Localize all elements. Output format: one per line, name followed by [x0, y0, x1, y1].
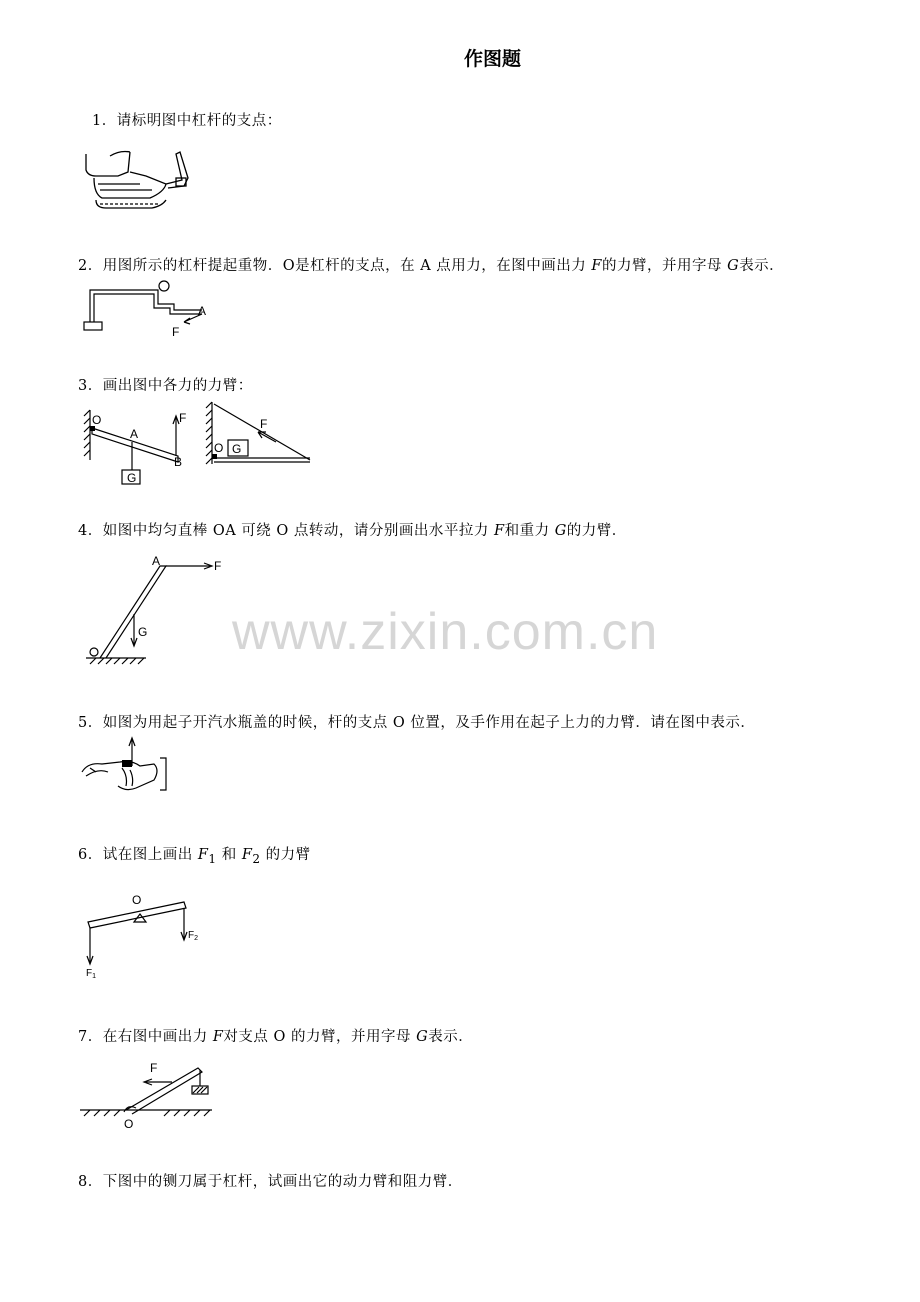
- force-f-label: F: [260, 417, 268, 431]
- figure-bottle-opener: [78, 738, 178, 798]
- point-b-label: B: [174, 455, 183, 469]
- question-text: 和: [216, 847, 242, 863]
- question-number: 7．: [78, 1029, 103, 1045]
- force-variable: F: [494, 523, 505, 539]
- question-text: 下图中的铡刀属于杠杆，试画出它的动力臂和阻力臂．: [102, 1174, 463, 1190]
- figure-ground-lever: [80, 1058, 230, 1132]
- question-number: 8．: [78, 1174, 103, 1190]
- force-f2-variable: F: [241, 847, 253, 863]
- force-f2-subscript: 2: [252, 851, 261, 866]
- question-text: 用图所示的杠杆提起重物．O是杠杆的支点，在 A 点用力，在图中画出力: [102, 258, 592, 274]
- force-f1-label: $F_1$: [86, 968, 97, 980]
- force-variable: F: [212, 1029, 224, 1045]
- question-1: [92, 109, 282, 130]
- point-a-label: A: [130, 427, 139, 441]
- question-text: 请标明图中杠杆的支点：: [116, 113, 282, 129]
- force-variable: F: [591, 258, 602, 274]
- question-number: 3．: [78, 378, 103, 394]
- force-f-label: F: [172, 325, 180, 339]
- figure-pedal-lever: [80, 148, 190, 216]
- question-8: [78, 1170, 463, 1191]
- figure-seesaw: [80, 888, 220, 984]
- question-number: 6．: [78, 847, 103, 863]
- question-text: 画出图中各力的力臂：: [102, 378, 253, 394]
- question-text: 表示．: [428, 1029, 474, 1045]
- question-text: 如图为用起子开汽水瓶盖的时候，杆的支点 O 位置，及手作用在起子上力的力臂．请在图中表示．: [102, 715, 756, 731]
- question-text: 如图中均匀直棒 OA 可绕 O 点转动，请分别画出水平拉力: [102, 523, 495, 539]
- question-2: [78, 254, 784, 275]
- question-3: [78, 374, 253, 395]
- question-text: 在右图中画出力: [102, 1029, 213, 1045]
- point-a-label: A: [152, 554, 161, 568]
- force-f-label: F: [150, 1061, 158, 1075]
- page-title: 作图题: [463, 48, 521, 70]
- question-text: 表示．: [739, 258, 785, 274]
- watermark: www.zixin.com.cn: [232, 603, 659, 661]
- pivot-o-label: O: [92, 413, 102, 427]
- pivot-o-label: O: [124, 1117, 134, 1131]
- question-7: [78, 1025, 473, 1046]
- pivot-o-label: O: [214, 441, 224, 455]
- question-text: 的力臂．: [566, 523, 627, 539]
- arm-variable: G: [727, 258, 740, 274]
- question-4: [78, 519, 627, 540]
- pivot-o-label: O: [132, 893, 142, 907]
- figure-inclined-rod: [80, 552, 240, 664]
- figure-bent-lever: [80, 278, 220, 342]
- weight-g-label: G: [138, 625, 148, 639]
- question-5: [78, 711, 755, 732]
- arm-variable: G: [416, 1029, 429, 1045]
- question-text: 和重力: [504, 523, 555, 539]
- force-f-label: F: [214, 559, 222, 573]
- question-text: 对支点 O 的力臂，并用字母: [223, 1029, 417, 1045]
- question-6: [78, 843, 311, 866]
- figure-wall-levers: [80, 398, 320, 490]
- question-number: 1．: [92, 113, 117, 129]
- question-number: 2．: [78, 258, 103, 274]
- force-f1-variable: F: [197, 847, 209, 863]
- weight-g-label: G: [232, 442, 242, 456]
- question-number: 4．: [78, 523, 103, 539]
- question-text: 的力臂，并用字母: [601, 258, 728, 274]
- force-f2-label: $F_2$: [188, 930, 199, 942]
- question-number: 5．: [78, 715, 103, 731]
- force-f-label: F: [179, 411, 187, 425]
- point-a-label: A: [198, 304, 207, 318]
- weight-g-label: G: [127, 471, 137, 485]
- question-text: 的力臂: [260, 847, 311, 863]
- opener-tip: [122, 760, 132, 767]
- force-f1-subscript: 1: [208, 851, 217, 866]
- question-text: 试在图上画出: [102, 847, 198, 863]
- weight-variable: G: [554, 523, 567, 539]
